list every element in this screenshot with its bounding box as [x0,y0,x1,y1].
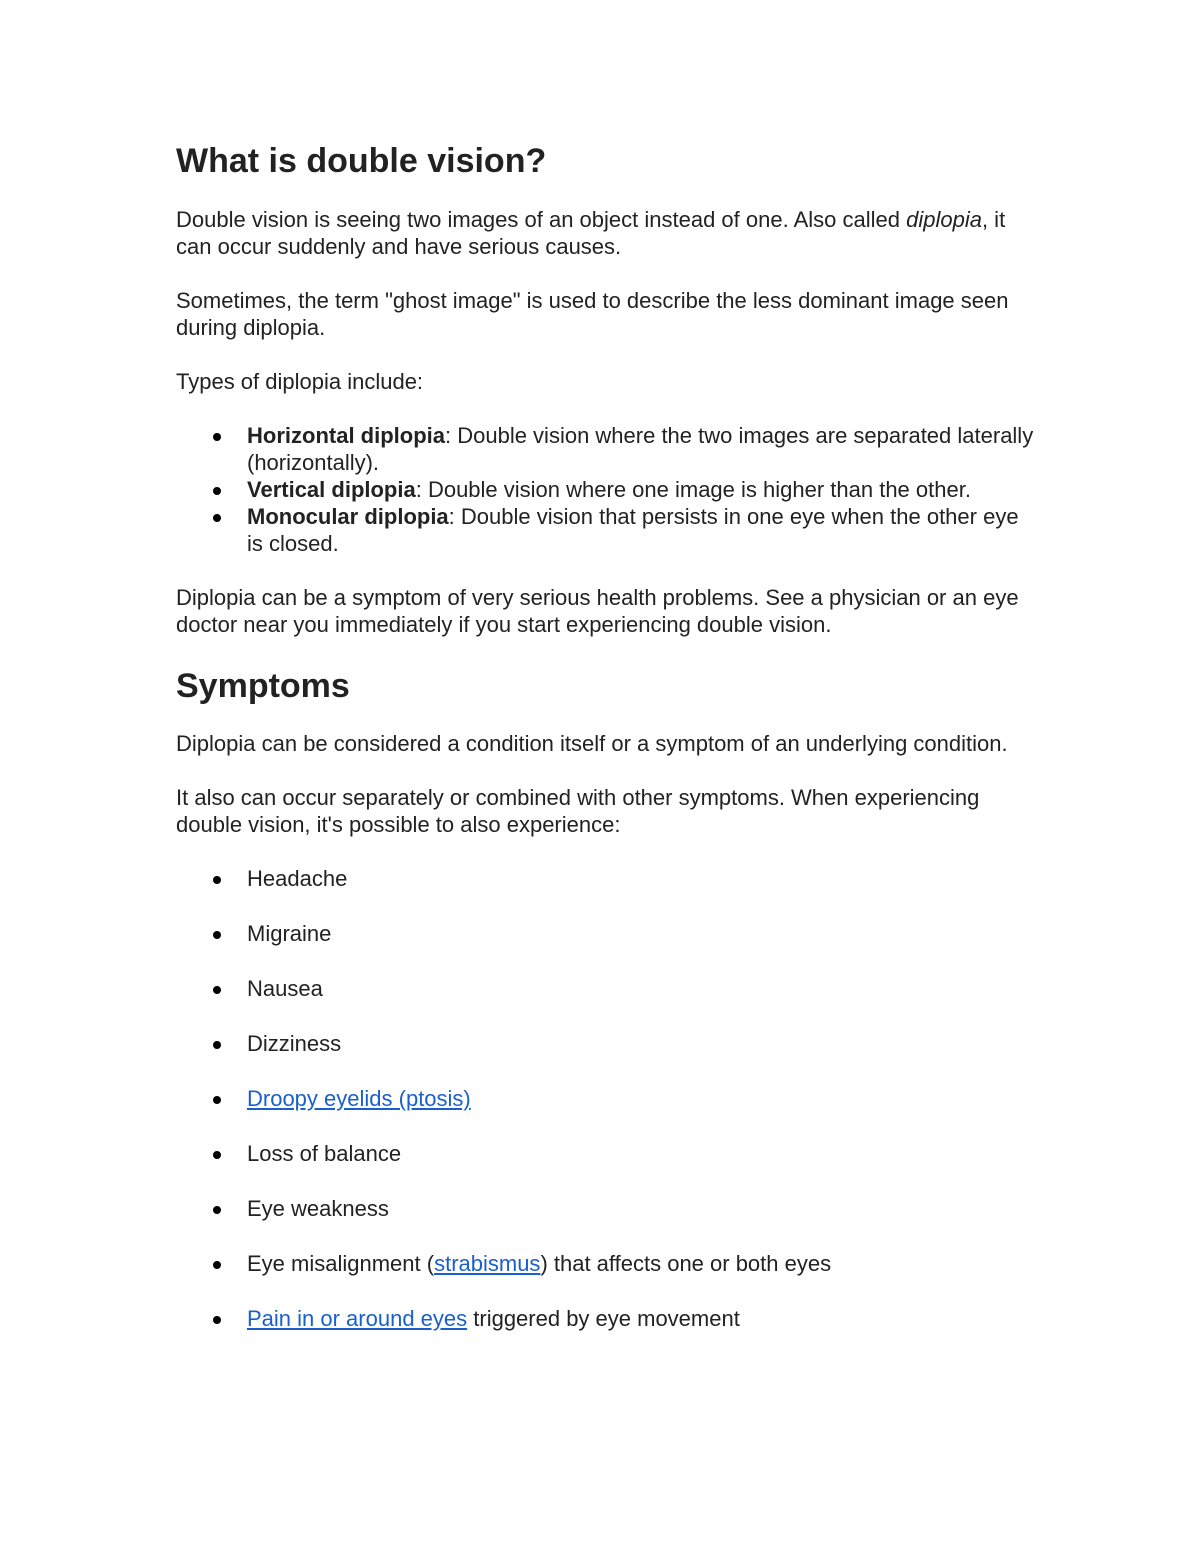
list-item [176,1305,1036,1332]
list-item [176,503,1036,557]
type-description: : Double vision where the two images are separated laterally (horizontally). [247,423,1034,475]
symptoms-heading: Symptoms [176,667,350,705]
bullet-icon [213,1316,221,1324]
bullet-icon [213,1096,221,1104]
list-item [176,1250,1036,1277]
intro-text-start: Double vision is seeing two images of an object instead of one. Also called [176,207,907,232]
bullet-icon [213,514,221,522]
symptom-text-start: Eye misalignment ( [247,1251,435,1276]
symptoms-paragraph: Diplopia can be considered a condition itself or a symptom of an underlying condition. [176,731,1008,756]
intro-text-end: , it can occur suddenly and have serious causes. [176,207,1006,259]
symptom-text: Nausea [247,976,323,1001]
bullet-icon [213,1206,221,1214]
list-item [176,1195,1036,1222]
list-item [176,920,1036,947]
list-item [176,865,1036,892]
page-title: What is double vision? [176,142,547,180]
strabismus-link[interactable]: strabismus [434,1251,541,1276]
types-intro: Types of diplopia include: [176,369,424,394]
bullet-icon [213,931,221,939]
list-item [176,1030,1036,1057]
bullet-icon [213,433,221,441]
document-page [176,140,1036,1359]
type-label: Vertical diplopia [247,477,416,502]
symptoms-list [176,865,1036,1332]
warning-paragraph: Diplopia can be a symptom of very serious health problems. See a physician or an eye doctor near you immediately if you start experiencing double vision. [176,585,1019,637]
types-list [176,422,1036,557]
bullet-icon [213,487,221,495]
type-label: Horizontal diplopia [247,423,445,448]
list-item [176,975,1036,1002]
bullet-icon [213,1151,221,1159]
list-item [176,476,1036,503]
symptom-text: Migraine [247,921,332,946]
symptom-text: Headache [247,866,348,891]
type-label: Monocular diplopia [247,504,449,529]
ptosis-link[interactable]: Droopy eyelids (ptosis) [247,1086,471,1111]
symptom-text-end: triggered by eye movement [467,1306,740,1331]
symptom-text: Eye weakness [247,1196,389,1221]
type-description: : Double vision where one image is higher than the other. [415,477,971,502]
bullet-icon [213,1261,221,1269]
intro-term: diplopia [906,207,982,232]
list-item [176,1140,1036,1167]
ghost-image-paragraph: Sometimes, the term "ghost image" is used to describe the less dominant image seen during diplopia. [176,288,1009,340]
symptom-text-end: ) that affects one or both eyes [540,1251,832,1276]
bullet-icon [213,876,221,884]
symptom-text: Loss of balance [247,1141,402,1166]
eye-pain-link[interactable]: Pain in or around eyes [247,1306,468,1331]
list-item [176,1085,1036,1112]
bullet-icon [213,1041,221,1049]
symptom-text: Dizziness [247,1031,342,1056]
list-item [176,422,1036,476]
symptoms-intro: It also can occur separately or combined with other symptoms. When experiencing double vision, it's possible to also experience: [176,785,980,837]
intro-paragraph [176,206,1036,260]
type-description: : Double vision that persists in one eye when the other eye is closed. [247,504,1019,556]
bullet-icon [213,986,221,994]
